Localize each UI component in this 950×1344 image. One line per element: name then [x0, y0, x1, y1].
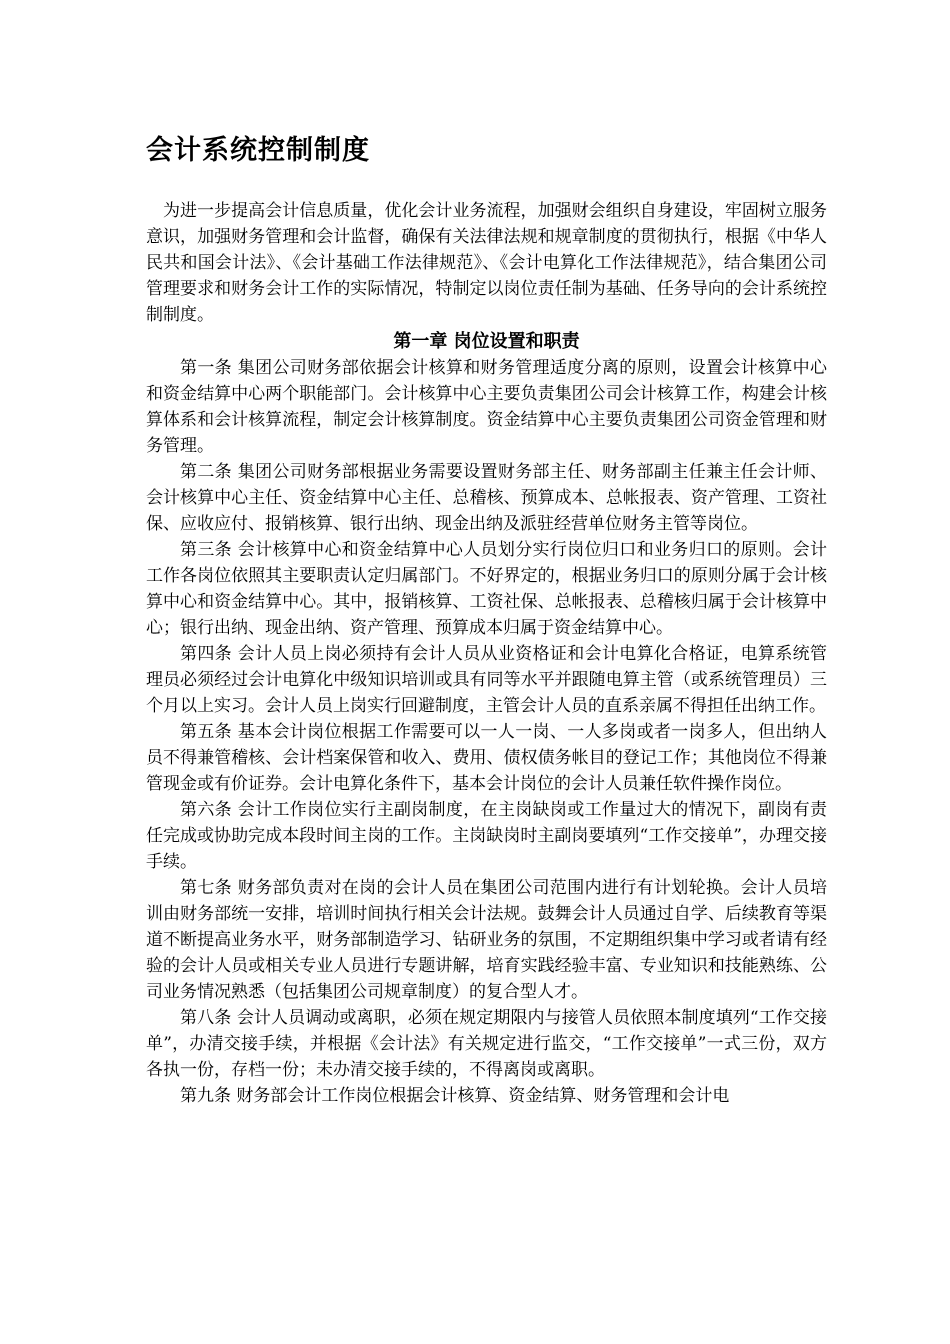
document-title: 会计系统控制制度 [146, 135, 370, 166]
chapter-title: 第一章 岗位设置和职责 [393, 331, 580, 352]
article-9: 第九条 财务部会计工作岗位根据会计核算、资金结算、财务管理和会计电 [180, 1086, 730, 1106]
article-2: 第二条 集团公司财务部根据业务需要设置财务部主任、财务部副主任兼主任会计师、会计核算中心主任、资金结算中心主任、总稽核、预算成本、总帐报表、资产管理、工资社保、应收应付、报销核算、银行出纳、现金出纳及派驻经营单位财务主管等岗位。 [146, 462, 827, 534]
intro-paragraph: 为进一步提高会计信息质量，优化会计业务流程，加强财会组织自身建设，牢固树立服务意识，加强财务管理和会计监督，确保有关法律法规和规章制度的贯彻执行，根据《中华人民共和国会计法》、《会计基础工作法律规范》、《会计电算化工作法律规范》，结合集团公司管理要求和财务会计工作的实际情况，特制定以岗位责任制为基础、任务导向的会计系统控制制度。 [146, 201, 827, 325]
article-3: 第三条 会计核算中心和资金结算中心人员划分实行岗位归口和业务归口的原则。会计工作各岗位依照其主要职责认定归属部门。不好界定的，根据业务归口的原则分属于会计核算中心和资金结算中心。其中，报销核算、工资社保、总帐报表、总稽核归属于会计核算中心；银行出纳、现金出纳、资产管理、预算成本归属于资金结算中心。 [146, 540, 827, 638]
article-7: 第七条 财务部负责对在岗的会计人员在集团公司范围内进行有计划轮换。会计人员培训由财务部统一安排，培训时间执行相关会计法规。鼓舞会计人员通过自学、后续教育等渠道不断提高业务水平，财务部制造学习、钻研业务的氛围，不定期组织集中学习或者请有经验的会计人员或相关专业人员进行专题讲解，培育实践经验丰富、专业知识和技能熟练、公司业务情况熟悉（包括集团公司规章制度）的复合型人才。 [146, 878, 827, 1002]
article-8: 第八条 会计人员调动或离职，必须在规定期限内与接管人员依照本制度填列“工作交接单”，办清交接手续，并根据《会计法》有关规定进行监交，“工作交接单”一式三份，双方各执一份，存档一份；未办清交接手续的，不得离岗或离职。 [146, 1008, 827, 1080]
article-6: 第六条 会计工作岗位实行主副岗制度，在主岗缺岗或工作量过大的情况下，副岗有责任完成或协助完成本段时间主岗的工作。主岗缺岗时主副岗要填列“工作交接单”，办理交接手续。 [146, 800, 827, 872]
article-1: 第一条 集团公司财务部依据会计核算和财务管理适度分离的原则，设置会计核算中心和资金结算中心两个职能部门。会计核算中心主要负责集团公司会计核算工作，构建会计核算体系和会计核算流程，制定会计核算制度。资金结算中心主要负责集团公司资金管理和财务管理。 [146, 358, 827, 456]
article-4: 第四条 会计人员上岗必须持有会计人员从业资格证和会计电算化合格证，电算系统管理员必须经过会计电算化中级知识培训或具有同等水平并跟随电算主管（或系统管理员）三个月以上实习。会计人员上岗实行回避制度，主管会计人员的直系亲属不得担任出纳工作。 [146, 644, 827, 716]
article-5: 第五条 基本会计岗位根据工作需要可以一人一岗、一人多岗或者一岗多人，但出纳人员不得兼管稽核、会计档案保管和收入、费用、债权债务帐目的登记工作；其他岗位不得兼管现金或有价证券。会计电算化条件下，基本会计岗位的会计人员兼任软件操作岗位。 [146, 722, 827, 794]
